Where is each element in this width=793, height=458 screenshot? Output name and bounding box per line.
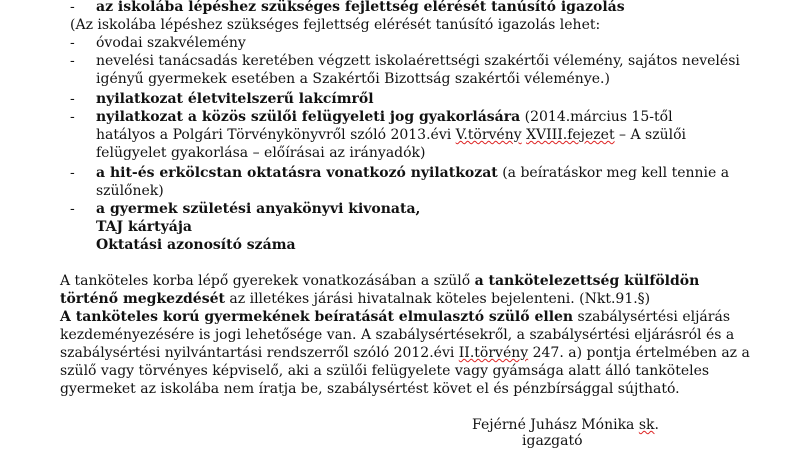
signature-title: igazgató (522, 433, 583, 449)
paragraph-line: kezdeményezésére is jogi lehetősége van. A szabálysértésekről, a szabálysértési eljárásról és a (60, 327, 735, 343)
bullet-dash: - (70, 53, 75, 69)
bullet-dash: - (70, 165, 75, 181)
bullet-dash: - (70, 0, 75, 15)
list-item-fejlettseg: az iskolába lépéshez szükséges fejlettség elérését tanúsító igazolás (96, 0, 625, 15)
paragraph-line: A tanköteles korú gyermekének beíratását elmulasztó szülő ellen szabálysértési eljárás (60, 309, 731, 325)
paren-intro: (Az iskolába lépéshez szükséges fejlettség elérését tanúsító igazolás lehet: (70, 17, 601, 33)
list-item-taj: TAJ kártyája (96, 219, 192, 235)
list-item-felugyelet-2: hatályos a Polgári Törvénykönyvről szóló 2013.évi V.törvény XVIII.fejezet – A szülői (96, 127, 687, 143)
paragraph-line: gyermeket az iskolába nem íratja be, szabálysértést követ el és pénzbírsággal sújtható. (60, 381, 680, 397)
list-item-lakcim: nyilatkozat életvitelszerű lakcímről (96, 91, 374, 107)
list-item-nevelesi-1: nevelési tanácsadás keretében végzett iskolaérettségi szakértői vélemény, sajátos nevelési (96, 53, 740, 69)
paragraph-line: A tanköteles korba lépő gyerekek vonatkozásában a szülő a tankötelezettség külföldön (60, 273, 700, 289)
list-item-felugyelet: nyilatkozat a közös szülői felügyeleti jog gyakorlására (2014.március 15-től (96, 109, 673, 125)
signature-name: Fejérné Juhász Mónika sk. (472, 417, 659, 433)
paragraph-line: szabálysértési nyilvántartási rendszerről szóló 2012.évi II.törvény 247. a) pontja értelmében az a (60, 345, 750, 361)
bullet-dash: - (70, 35, 75, 51)
list-item-felugyelet-3: felügyelet gyakorlása – előírásai az irányadók) (96, 145, 426, 161)
list-item-ovodai: óvodai szakvélemény (96, 35, 246, 51)
list-item (96, 0, 625, 16)
list-item-hit: a hit-és erkölcstan oktatásra vonatkozó nyilatkozat (a beíratáskor meg kell tennie a (96, 165, 730, 181)
bullet-dash: - (70, 201, 75, 217)
bullet-dash: - (70, 91, 75, 107)
paragraph-line: szülő vagy törvényes képviselő, aki a szülői felügyelete vagy gyámsága alatt álló tanköteles (60, 363, 710, 379)
list-item-nevelesi-2: igényű gyermekek esetében a Szakértői Bizottság szakértői véleménye.) (96, 71, 610, 87)
list-item-hit-2: szülőnek) (96, 183, 164, 199)
bullet-dash: - (70, 109, 75, 125)
paragraph-line: történő megkezdését az illetékes járási hivatalnak köteles bejelenteni. (Nkt.91.§) (60, 291, 651, 307)
list-item-anyakonyv: a gyermek születési anyakönyvi kivonata, (96, 201, 421, 217)
list-item-oktatasi: Oktatási azonosító száma (96, 237, 296, 253)
